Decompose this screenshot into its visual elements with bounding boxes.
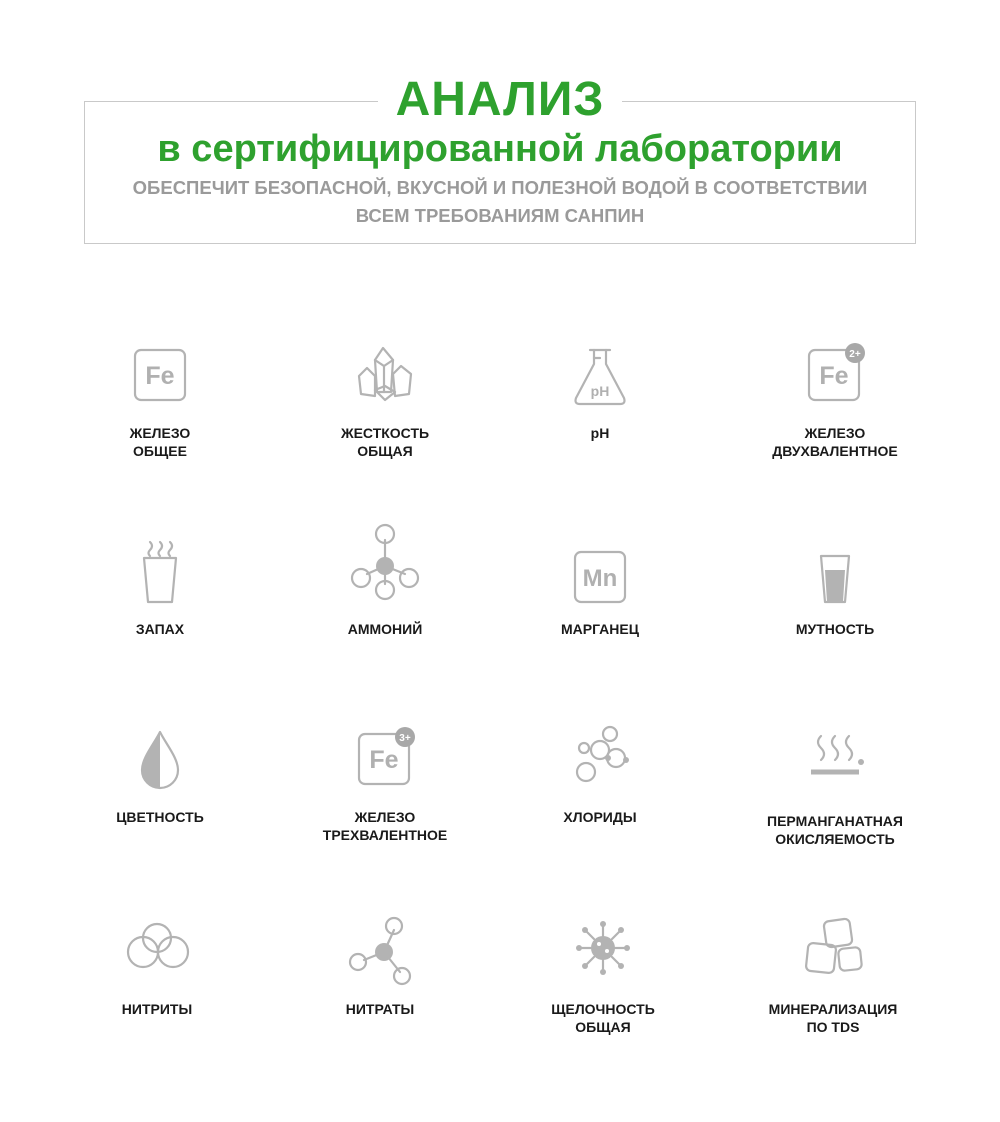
pills-icon [127,920,187,984]
svg-text:2+: 2+ [849,349,861,360]
item-label: НИТРАТЫ [345,1001,415,1017]
iron-3plus-icon [355,728,415,792]
turbid-glass-icon [805,546,865,610]
page-title: АНАЛИЗ [0,70,1000,130]
item-label: МАРГАНЕЦ [561,621,639,637]
item-label: ЩЕЛОЧНОСТЬ ОБЩАЯ [551,1001,655,1035]
molecule-icon [355,530,415,594]
crystal-icon [355,344,415,408]
item-label: ЖЕЛЕЗО ОБЩЕЕ [129,425,191,459]
drop-icon [130,728,190,792]
iron-2plus-icon [805,344,865,408]
flask-icon [570,344,630,408]
item-label: ЖЕСТКОСТЬ ОБЩАЯ [340,425,430,459]
item-label: НИТРИТЫ [121,1001,193,1017]
page-subtitle: в сертифицированной лаборатории [157,128,843,170]
molecule-small-icon [350,920,410,984]
item-label: ХЛОРИДЫ [563,809,637,825]
item-label: ЦВЕТНОСТЬ [116,809,204,825]
manganese-icon [570,546,630,610]
virus-icon [573,920,633,984]
iron-icon [130,344,190,408]
svg-text:Mn: Mn [582,565,618,592]
svg-text:Fe: Fe [819,362,849,390]
item-label: pH [590,425,610,441]
bubbles-icon [570,728,630,792]
item-label: АММОНИЙ [347,621,423,637]
item-label: МИНЕРАЛИЗАЦИЯ ПО TDS [768,1001,898,1035]
item-label: ПЕРМАНГАНАТНАЯ ОКИСЛЯЕМОСТЬ [767,813,903,847]
svg-text:3+: 3+ [399,733,411,744]
item-label: ЗАПАХ [135,621,185,637]
item-label: МУТНОСТЬ [795,621,875,637]
svg-text:pH: pH [590,383,610,399]
cubes-icon [803,916,863,980]
svg-text:Fe: Fe [369,746,399,774]
item-label: ЖЕЛЕЗО ТРЕХВАЛЕНТНОЕ [322,809,448,843]
page-description: ОБЕСПЕЧИТ БЕЗОПАСНОЙ, ВКУСНОЙ И ПОЛЕЗНОЙ ВОДОЙ В СООТВЕТСТВИИ ВСЕМ ТРЕБОВАНИЯМ САНПИН [132,177,868,226]
smell-glass-icon [130,540,190,604]
steam-icon [805,732,865,796]
item-label: ЖЕЛЕЗО ДВУХВАЛЕНТНОЕ [772,425,898,459]
svg-text:Fe: Fe [145,362,175,390]
